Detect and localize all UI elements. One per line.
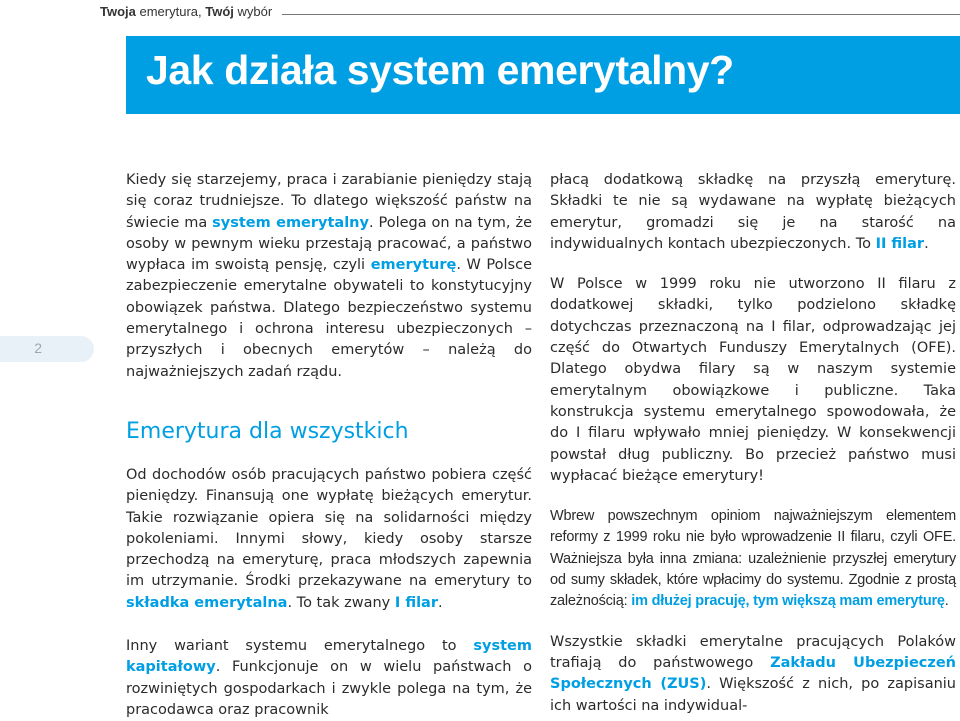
- paragraph-reform-key-element: Wbrew powszechnym opiniom najważniejszym elementem reformy z 1999 roku nie było wprowadzenie II filaru, czyli OFE. Ważniejsza była inna zmiana: uzależnienie przyszłej emerytury od sumy składek, które wpłacimy do systemu. Zgodnie z prostą zależnością: im dłużej pracuję, tym większą mam emeryturę.: [550, 508, 956, 610]
- paragraph-capital-system: Inny wariant systemu emerytalnego to system kapitałowy. Funkcjonuje on w wielu państwach o rozwiniętych gospodarkach i zwykle polega na tym, że pracodawca oraz pracownik: [126, 638, 532, 718]
- title-banner: [126, 36, 960, 114]
- header-divider: [282, 14, 960, 15]
- left-column: [126, 170, 532, 721]
- paragraph-zus: Wszystkie składki emerytalne pracujących Polaków trafiają do państwowego Zakładu Ubezpieczeń Społecznych (ZUS). Większość z nich, po zapisaniu ich wartości na indywidual-: [550, 633, 956, 714]
- intro-paragraph: Kiedy się starzejemy, praca i zarabianie pieniędzy stają się coraz trudniejsze. To dlatego większość państw na świecie ma system emerytalny. Polega on na tym, że osoby w pewnym wieku przestają pracować, a państwo wypłaca im swoistą pensję, czyli emeryturę. W Polsce zabezpieczenie emerytalne obywateli to konstytucyjny obowiązek państwa. Dlatego bezpieczeństwo systemu emerytalnego i ochrona interesu ubezpieczonych – przyszłych i obecnych emerytów – należą do najważniejszych zadań rządu.: [126, 172, 533, 380]
- publication-title: Twoja emerytura, Twój wybór: [100, 3, 273, 19]
- term-second-pillar: II filar: [875, 235, 925, 252]
- key-rule-highlight: im dłużej pracuję, tym większą mam emeryturę: [631, 593, 945, 610]
- term-system-kapitalowy: system kapitałowy: [126, 638, 532, 676]
- right-column: [550, 170, 956, 717]
- paragraph-second-pillar: płacą dodatkową składkę na przyszłą emeryturę. Składki te nie są wydawane na wypłatę bieżących emerytur, gromadzi się je na starość na indywidualnych kontach ubezpieczonych. To II filar.: [550, 172, 956, 252]
- term-skladka-emerytalna: składka emerytalna: [126, 594, 288, 611]
- paragraph-1999-reform: W Polsce w 1999 roku nie utworzono II filaru z dodatkowej składki, tylko podzielono składkę dotychczas przeznaczoną na I filar, odprowadzając jej część do Otwartych Funduszy Emerytalnych (OFE). Dlatego obydwa filary są w naszym systemie emerytalnym obowiązkowe i publiczne. Taka konstrukcja systemu emerytalnego spowodowała, że do I filaru wpływało mniej pieniędzy. W konsekwencji powstał dług publiczny. Bo przecież państwo musi wypłacać bieżące emerytury!: [550, 276, 956, 484]
- page-number: 2: [34, 340, 42, 356]
- section-heading: Emerytura dla wszystkich: [126, 418, 409, 444]
- running-header: [100, 0, 960, 22]
- term-first-pillar: I filar: [394, 594, 438, 611]
- paragraph-first-pillar: Od dochodów osób pracujących państwo pobiera część pieniędzy. Finansują one wypłatę bieżących emerytur. Takie rozwiązanie opiera się na solidarności między pokoleniami. Innymi słowy, kiedy osoby starsze przechodzą na emeryturę, praca młodszych zapewnia im utrzymanie. Środki przekazywane na emerytury to składka emerytalna. To tak zwany I filar.: [126, 466, 532, 611]
- term-system-emerytalny: system emerytalny: [212, 214, 369, 231]
- page-number-tab: [0, 336, 94, 362]
- term-zus: Zakładu Ubezpieczeń Społecznych (ZUS): [550, 654, 956, 693]
- term-emerytura: emeryturę: [370, 257, 457, 274]
- page-title: Jak działa system emerytalny?: [146, 47, 734, 93]
